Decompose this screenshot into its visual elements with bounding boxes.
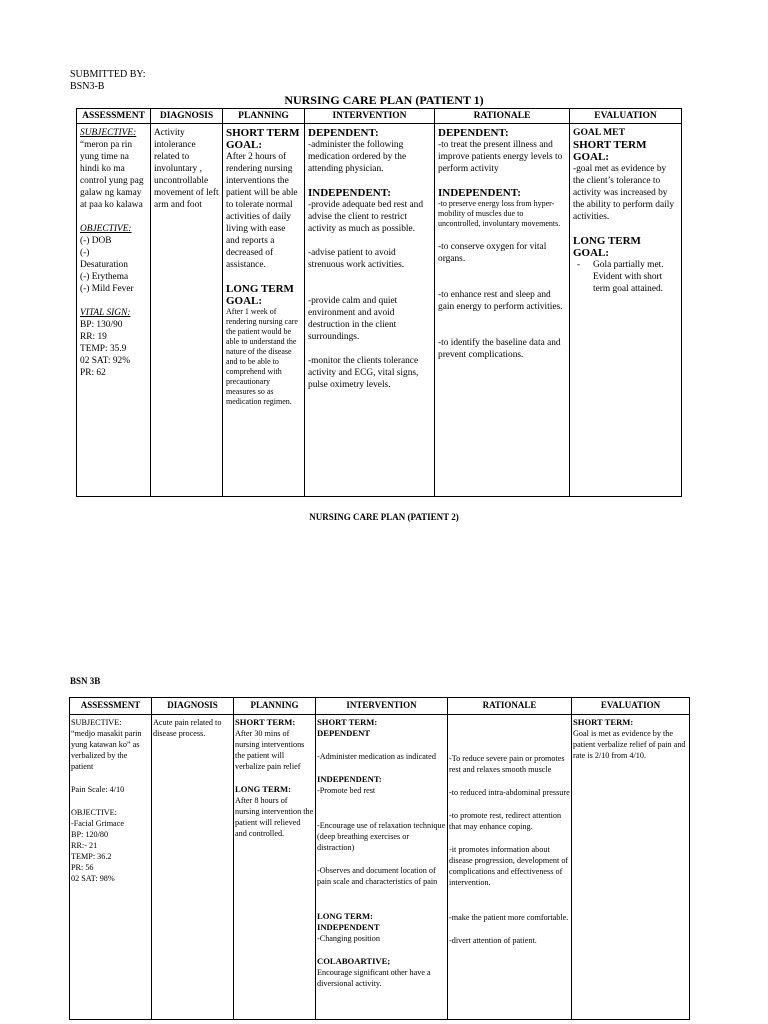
- intervention-item: -Promote bed rest: [317, 786, 376, 795]
- objective-item: TEMP: 36.2: [71, 852, 112, 861]
- independent-item: -advise patient to avoid strenuous work activities.: [308, 248, 405, 270]
- col-evaluation: EVALUATION: [570, 109, 682, 124]
- short-term-goal-text: After 2 hours of rendering nursing interventions the patient will be able to tolerate normal activities of daily living with ease and reports a decreased of assistance.: [226, 152, 298, 270]
- intervention-cell: [316, 715, 448, 1020]
- goal-met-label: GOAL MET: [573, 127, 625, 138]
- care-plan-table-patient-2: [69, 697, 690, 1020]
- collaborative-label: COLABOARTIVE;: [317, 956, 391, 966]
- diagnosis-cell: [152, 715, 234, 1020]
- care-plan-table-patient-1: [76, 108, 682, 497]
- diagnosis-text: Activity intolerance related to involuntary , uncontrollable movement of left arm and foot: [154, 128, 219, 210]
- objective-item: -Facial Grimace: [71, 819, 124, 828]
- rationale-cell: [435, 124, 570, 497]
- short-term-goal-label: SHORT TERM GOAL:: [226, 127, 300, 151]
- col-planning: PLANNING: [223, 109, 305, 124]
- vital-item: PR: 62: [80, 368, 106, 378]
- independent-label: INDEPENDENT: [317, 922, 380, 932]
- independent-item: -monitor the clients tolerance activity and ECG, vital signs, pulse oximetry levels.: [308, 356, 419, 390]
- intervention-cell: [305, 124, 435, 497]
- table-header-row: [70, 698, 690, 715]
- evaluation-short-text: -goal met as evidence by the client’s tolerance to activity was increased by the ability to perform daily activities.: [573, 164, 675, 222]
- col-rationale: RATIONALE: [448, 698, 572, 715]
- rationale-item: -to enhance rest and sleep and gain energy to perform activities.: [438, 290, 563, 312]
- diagnosis-text: Acute pain related to disease process.: [153, 718, 222, 738]
- assessment-cell: [77, 124, 151, 497]
- col-intervention: INTERVENTION: [316, 698, 448, 715]
- rationale-item: -to reduced intra-abdominal pressure: [449, 788, 570, 797]
- section-label: BSN3-B: [70, 81, 105, 92]
- evaluation-cell: [572, 715, 690, 1020]
- objective-label: OBJECTIVE:: [71, 808, 117, 817]
- rationale-item: -to promote rest, redirect attention that may enhance coping.: [449, 811, 562, 831]
- objective-item: RR:- 21: [71, 841, 98, 850]
- intervention-item: -Observes and document location of pain scale and characteristics of pain: [317, 866, 438, 886]
- long-term-goal-text: After 1 week of rendering nursing care the patient would be able to understand the nature of the disease and to be able to comprehend with precautionary measures so as medication regimen.: [226, 307, 298, 406]
- objective-item: BP: 120/80: [71, 830, 109, 839]
- table-header-row: [77, 109, 682, 124]
- assessment-cell: [70, 715, 152, 1020]
- subjective-text: “medjo masakit parin yung katawan ko” as verbalized by the patient: [71, 729, 142, 771]
- table-row: [77, 124, 682, 497]
- dependent-label: DEPENDENT:: [308, 127, 379, 139]
- section-label-2: BSN 3B: [70, 676, 101, 686]
- intervention-item: -Changing position: [317, 934, 380, 943]
- submitted-by-label: SUBMITTED BY:: [70, 69, 146, 80]
- vital-sign-label: VITAL SIGN:: [80, 308, 131, 318]
- independent-label: INDEPENDENT:: [308, 187, 391, 199]
- col-diagnosis: DIAGNOSIS: [151, 109, 223, 124]
- col-intervention: INTERVENTION: [305, 109, 435, 124]
- vital-item: TEMP: 35.9: [80, 344, 127, 354]
- table-row: [70, 715, 690, 1020]
- col-assessment: ASSESSMENT: [77, 109, 151, 124]
- long-term-text: After 8 hours of nursing intervention the patient will relieved and controlled.: [235, 796, 314, 838]
- rationale-item: -make the patient more comfortable.: [449, 913, 569, 922]
- vital-item: 02 SAT: 92%: [80, 356, 131, 366]
- objective-item: (-) Erythema: [80, 272, 129, 282]
- care-plan-title-patient-2: NURSING CARE PLAN (PATIENT 2): [309, 512, 459, 522]
- intervention-item: -Administer medication as indicated: [317, 752, 436, 761]
- planning-cell: [234, 715, 316, 1020]
- col-evaluation: EVALUATION: [572, 698, 690, 715]
- intervention-item: Encourage significant other have a diversional activity.: [317, 968, 431, 988]
- objective-label: OBJECTIVE:: [80, 224, 132, 234]
- care-plan-title-patient-1: NURSING CARE PLAN (PATIENT 1): [284, 93, 484, 107]
- short-term-label: SHORT TERM:: [235, 717, 296, 727]
- submitted-by-block: [70, 69, 145, 93]
- dependent-label: DEPENDENT: [317, 728, 371, 738]
- rationale-item: -to preserve energy loss from hyper-mobility of muscles due to uncontrolled, involuntary movements.: [438, 199, 561, 228]
- evaluation-long-text: Gola partially met. Evident with short term goal attained.: [593, 260, 664, 294]
- long-term-label: LONG TERM:: [317, 911, 373, 921]
- long-term-goal-label: LONG TERM GOAL:: [573, 235, 641, 259]
- list-dash: -: [577, 260, 581, 270]
- evaluation-cell: [570, 124, 682, 497]
- evaluation-short-text: Goal is met as evidence by the patient verbalize relief of pain and rate is 2/10 from 4/10.: [573, 729, 686, 760]
- objective-item: (-) DOB: [80, 236, 112, 246]
- rationale-item: -to conserve oxygen for vital organs.: [438, 242, 547, 264]
- intervention-item: -Encourage use of relaxation technique (deep breathing exercises or distraction): [317, 821, 446, 852]
- rationale-item: -To reduce severe pain or promotes rest and relaxes smooth muscle: [449, 754, 565, 774]
- objective-item: PR: 56: [71, 863, 94, 872]
- long-term-label: LONG TERM:: [235, 784, 291, 794]
- vital-item: BP: 130/90: [80, 320, 123, 330]
- rationale-dependent-text: -to treat the present illness and improve patients energy levels to perform activity: [438, 140, 563, 174]
- col-planning: PLANNING: [234, 698, 316, 715]
- independent-item: -provide calm and quiet environment and avoid destruction in the client surroundings.: [308, 296, 398, 342]
- subjective-label: SUBJECTIVE:: [80, 128, 137, 138]
- objective-item: (-): [80, 248, 90, 258]
- objective-item: (-) Mild Fever: [80, 284, 134, 294]
- pain-scale: Pain Scale: 4/10: [71, 785, 125, 794]
- vital-item: RR: 19: [80, 332, 107, 342]
- col-diagnosis: DIAGNOSIS: [152, 698, 234, 715]
- subjective-label: SUBJECTIVE:: [71, 718, 122, 727]
- short-term-label: SHORT TERM:: [317, 717, 378, 727]
- rationale-item: -divert attention of patient.: [449, 936, 537, 945]
- short-term-text: After 30 mins of nursing interventions the patient will verbalize pain relief: [235, 729, 305, 771]
- planning-cell: [223, 124, 305, 497]
- dependent-text: -administer the following medication ordered by the attending physician.: [308, 140, 407, 174]
- dependent-label: DEPENDENT:: [438, 127, 509, 139]
- rationale-cell: [448, 715, 572, 1020]
- short-term-goal-label: SHORT TERM GOAL:: [573, 139, 647, 163]
- independent-item: -provide adequate bed rest and advise the client to restrict activity as much as possible.: [308, 200, 424, 234]
- col-rationale: RATIONALE: [435, 109, 570, 124]
- long-term-goal-label: LONG TERM GOAL:: [226, 283, 294, 307]
- objective-item: 02 SAT: 98%: [71, 874, 115, 883]
- independent-label: INDEPENDENT:: [438, 187, 521, 199]
- diagnosis-cell: [151, 124, 223, 497]
- subjective-text: “meron pa rin yung time na hindi ko ma control yung pag galaw ng kamay at paa ko kalawa: [80, 140, 144, 210]
- rationale-item: -to identify the baseline data and prevent complications.: [438, 338, 561, 360]
- independent-label: INDEPENDENT:: [317, 774, 382, 784]
- short-term-label: SHORT TERM:: [573, 717, 634, 727]
- col-assessment: ASSESSMENT: [70, 698, 152, 715]
- objective-item: Desaturation: [80, 260, 128, 270]
- evaluation-long-item: [573, 259, 678, 295]
- rationale-item: -it promotes information about disease progression, development of complications and effectiveness of intervention.: [449, 845, 569, 887]
